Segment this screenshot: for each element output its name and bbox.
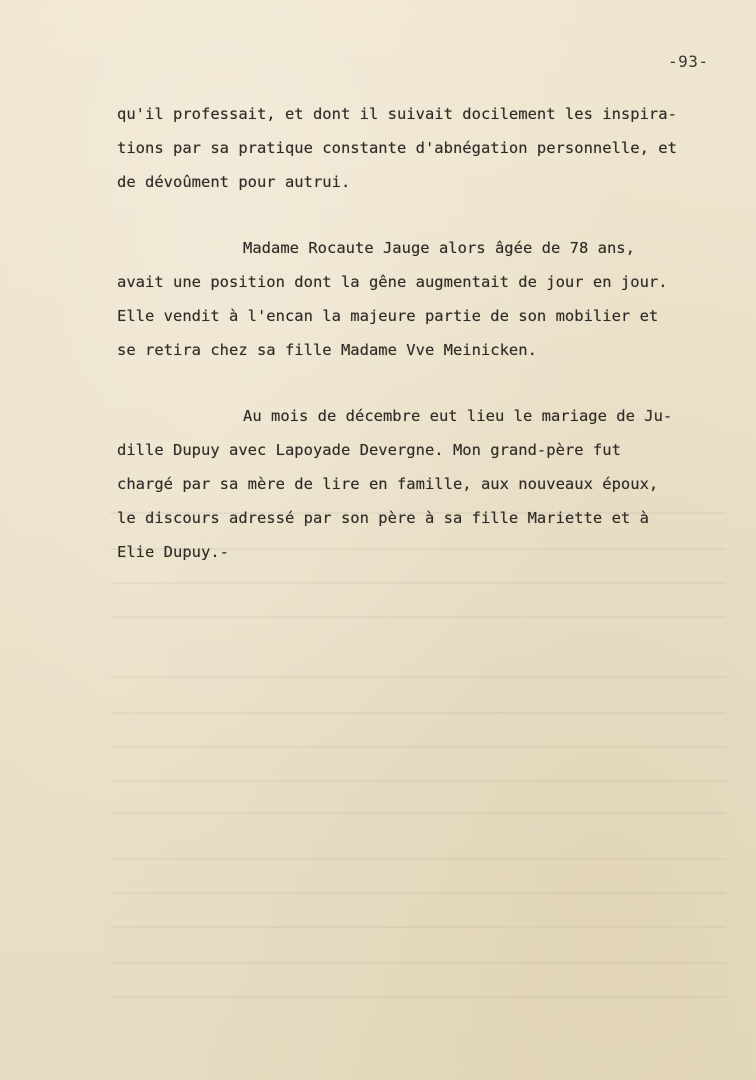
text-line: Au mois de décembre eut lieu le mariage de Ju-	[243, 407, 673, 425]
paragraph-2	[117, 231, 727, 367]
bleed-through-mark	[110, 712, 726, 714]
paragraph-1	[117, 97, 727, 199]
bleed-through-mark	[110, 812, 726, 814]
text-line: qu'il professait, et dont il suivait docilement les inspira-	[117, 105, 677, 123]
text-line: le discours adressé par son père à sa fille Mariette et à	[117, 509, 649, 527]
bleed-through-mark	[110, 582, 726, 584]
text-line: Elie Dupuy.-	[117, 543, 229, 561]
bleed-through-mark	[110, 962, 726, 964]
text-line: de dévoûment pour autrui.	[117, 173, 351, 191]
bleed-through-mark	[110, 746, 726, 748]
bleed-through-mark	[110, 676, 726, 678]
text-line: tions par sa pratique constante d'abnégation personnelle, et	[117, 139, 677, 157]
paragraph-gap	[117, 367, 727, 399]
paragraph-gap	[117, 199, 727, 231]
text-line: Elle vendit à l'encan la majeure partie de son mobilier et	[117, 307, 659, 325]
text-line: Madame Rocaute Jauge alors âgée de 78 ans,	[243, 239, 635, 257]
text-line: avait une position dont la gêne augmentait de jour en jour.	[117, 273, 668, 291]
bleed-through-mark	[110, 892, 726, 894]
paragraph-3	[117, 399, 727, 569]
bleed-through-mark	[110, 780, 726, 782]
bleed-through-mark	[110, 616, 726, 618]
page-number: -93-	[668, 52, 709, 71]
bleed-through-mark	[110, 858, 726, 860]
bleed-through-mark	[110, 926, 726, 928]
text-line: dille Dupuy avec Lapoyade Devergne. Mon grand-père fut	[117, 441, 621, 459]
body-text	[117, 97, 727, 569]
bleed-through-mark	[110, 996, 726, 998]
text-line: se retira chez sa fille Madame Vve Meinicken.	[117, 341, 537, 359]
text-line: chargé par sa mère de lire en famille, aux nouveaux époux,	[117, 475, 659, 493]
